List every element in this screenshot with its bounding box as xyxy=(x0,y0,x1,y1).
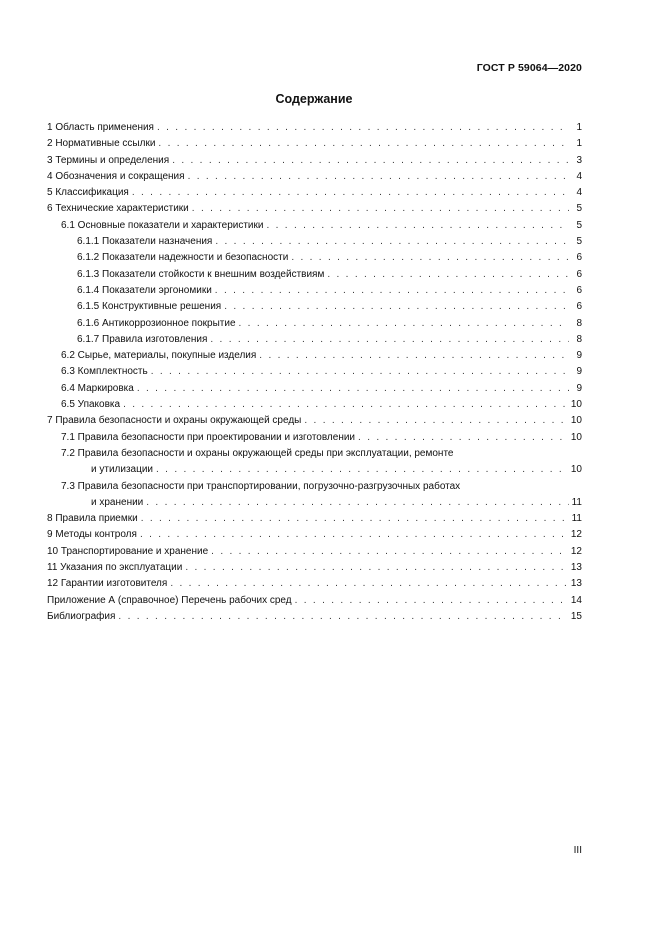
toc-entry-page: 4 xyxy=(576,170,582,182)
toc-entry-page: 5 xyxy=(576,203,582,215)
toc-entry-text: 6.1.7 Правила изготовления xyxy=(77,333,208,345)
toc-entry-text: 6.1.3 Показатели стойкости к внешним воздействиям xyxy=(77,268,325,280)
toc-entry-page: 13 xyxy=(570,562,582,574)
toc-dot-leader xyxy=(291,250,569,266)
toc-entry-text: 10 Транспортирование и хранение xyxy=(47,545,209,557)
toc-dot-leader xyxy=(172,153,569,169)
toc-entry-page: 10 xyxy=(570,399,582,411)
toc-entry-text: 9 Методы контроля xyxy=(47,529,137,541)
toc-entry-page: 15 xyxy=(570,610,582,622)
toc-entry-page: 4 xyxy=(576,187,582,199)
toc-dot-leader xyxy=(259,348,569,364)
toc-entry[interactable] xyxy=(47,364,582,380)
toc-entry[interactable] xyxy=(47,283,582,299)
toc-entry-text: 12 Гарантии изготовителя xyxy=(47,578,168,590)
toc-entry-text: 2 Нормативные ссылки xyxy=(47,138,156,150)
document-code: ГОСТ Р 59064—2020 xyxy=(476,62,582,74)
toc-entry-text: 11 Указания по эксплуатации xyxy=(47,562,183,574)
toc-entry-page: 6 xyxy=(576,268,582,280)
toc-dot-leader xyxy=(140,527,568,543)
toc-entry-text: 8 Правила приемки xyxy=(47,513,138,525)
toc-entry-text: 6.4 Маркировка xyxy=(61,382,134,394)
toc-entry[interactable] xyxy=(47,381,582,397)
toc-entry-text: 6.1.6 Антикоррозионное покрытие xyxy=(77,317,236,329)
toc-entry-page: 10 xyxy=(570,464,582,476)
toc-entry[interactable] xyxy=(47,218,582,234)
toc-dot-leader xyxy=(239,316,569,332)
toc-entry[interactable] xyxy=(47,446,582,479)
toc-dot-leader xyxy=(146,495,568,511)
toc-entry-page: 9 xyxy=(576,366,582,378)
page-number: III xyxy=(573,845,582,856)
toc-entry-text: 6.2 Сырье, материалы, покупные изделия xyxy=(61,350,257,362)
toc-entry[interactable] xyxy=(47,527,582,543)
toc-entry-text: 7.1 Правила безопасности при проектировании и изготовлении xyxy=(61,431,356,443)
toc-entry[interactable] xyxy=(47,250,582,266)
toc-entry-page: 11 xyxy=(571,496,582,508)
toc-entry-text: Библиография xyxy=(47,610,116,622)
toc-entry[interactable] xyxy=(47,413,582,429)
toc-entry-text: 6.1 Основные показатели и характеристики xyxy=(61,219,264,231)
toc-entry-text: 4 Обозначения и сокращения xyxy=(47,170,185,182)
toc-dot-leader xyxy=(210,332,569,348)
toc-dot-leader xyxy=(118,609,567,625)
toc-dot-leader xyxy=(170,576,568,592)
toc-entry-text: 7.2 Правила безопасности и охраны окружающей среды при эксплуатации, ремонте xyxy=(61,447,454,459)
toc-entry[interactable] xyxy=(47,397,582,413)
toc-entry-page: 10 xyxy=(570,431,582,443)
toc-entry-page: 11 xyxy=(571,513,582,525)
toc-dot-leader xyxy=(132,185,569,201)
toc-dot-leader xyxy=(156,462,568,478)
toc-dot-leader xyxy=(137,381,569,397)
toc-dot-leader xyxy=(358,430,568,446)
toc-entry-page: 8 xyxy=(576,333,582,345)
toc-entry-page: 12 xyxy=(570,545,582,557)
toc-entry-text-continuation: и утилизации xyxy=(91,464,153,476)
toc-entry[interactable] xyxy=(47,348,582,364)
toc-entry-text: 6.1.2 Показатели надежности и безопасности xyxy=(77,252,289,264)
toc-entry-page: 6 xyxy=(576,252,582,264)
toc-entry-page: 13 xyxy=(570,578,582,590)
toc-dot-leader xyxy=(123,397,568,413)
toc-entry[interactable] xyxy=(47,299,582,315)
toc-entry[interactable] xyxy=(47,169,582,185)
toc-entry[interactable] xyxy=(47,560,582,576)
toc-entry[interactable] xyxy=(47,136,582,152)
toc-entry[interactable] xyxy=(47,120,582,136)
toc-entry-page: 9 xyxy=(576,382,582,394)
toc-dot-leader xyxy=(188,169,569,185)
toc-entry[interactable] xyxy=(47,511,582,527)
toc-dot-leader xyxy=(141,511,569,527)
toc-entry[interactable] xyxy=(47,201,582,217)
toc-entry-page: 12 xyxy=(570,529,582,541)
toc-dot-leader xyxy=(151,364,569,380)
toc-entry-text: 6.3 Комплектность xyxy=(61,366,148,378)
toc-entry-text: 6.1.5 Конструктивные решения xyxy=(77,301,222,313)
toc-entry-page: 14 xyxy=(570,594,582,606)
toc-dot-leader xyxy=(327,267,569,283)
toc-entry-text: 7 Правила безопасности и охраны окружающей среды xyxy=(47,415,302,427)
toc-entry-page: 10 xyxy=(570,415,582,427)
toc-entry[interactable] xyxy=(47,316,582,332)
toc-entry-page: 9 xyxy=(576,350,582,362)
toc-entry[interactable] xyxy=(47,544,582,560)
toc-entry-page: 5 xyxy=(576,236,582,248)
toc-entry[interactable] xyxy=(47,576,582,592)
toc-entry[interactable] xyxy=(47,593,582,609)
toc-entry-page: 6 xyxy=(576,284,582,296)
toc-entry[interactable] xyxy=(47,234,582,250)
toc-entry[interactable] xyxy=(47,332,582,348)
toc-entry[interactable] xyxy=(47,430,582,446)
toc-dot-leader xyxy=(157,120,569,136)
toc-dot-leader xyxy=(158,136,569,152)
toc-title: Содержание xyxy=(275,92,353,106)
toc-entry[interactable] xyxy=(47,609,582,625)
toc-entry-text: 1 Область применения xyxy=(47,122,154,133)
toc-entry-text-continuation: и хранении xyxy=(91,496,144,508)
toc-entry-text: 6.1.1 Показатели назначения xyxy=(77,236,213,248)
toc-dot-leader xyxy=(304,413,568,429)
toc-entry-text: 6 Технические характеристики xyxy=(47,203,189,215)
toc-entry[interactable] xyxy=(47,267,582,283)
toc-entry-text: 3 Термины и определения xyxy=(47,154,170,166)
toc-dot-leader xyxy=(215,283,569,299)
toc-entry-page: 3 xyxy=(576,154,582,166)
toc-entry-text: 5 Классификация xyxy=(47,187,129,199)
toc-entry-text: 7.3 Правила безопасности при транспортировании, погрузочно-разгрузочных работах xyxy=(61,480,461,492)
toc-entry-page: 6 xyxy=(576,301,582,313)
toc-entry[interactable] xyxy=(47,153,582,169)
toc-entry-text: 6.5 Упаковка xyxy=(61,399,121,411)
toc-dot-leader xyxy=(295,593,568,609)
toc-entry-page: 8 xyxy=(576,317,582,329)
toc-entry-page: 1 xyxy=(576,138,582,150)
toc-entry-text: Приложение А (справочное) Перечень рабочих сред xyxy=(47,594,292,606)
toc-entry-page: 5 xyxy=(576,219,582,231)
toc-entry[interactable] xyxy=(47,185,582,201)
toc-dot-leader xyxy=(224,299,569,315)
toc-dot-leader xyxy=(185,560,568,576)
toc-entry-page: 1 xyxy=(576,122,582,133)
toc-entry[interactable] xyxy=(47,479,582,512)
toc-dot-leader xyxy=(215,234,569,250)
toc-dot-leader xyxy=(266,218,569,234)
toc-dot-leader xyxy=(211,544,568,560)
toc-entry-text: 6.1.4 Показатели эргономики xyxy=(77,284,212,296)
table-of-contents xyxy=(47,120,582,625)
toc-dot-leader xyxy=(192,201,569,217)
